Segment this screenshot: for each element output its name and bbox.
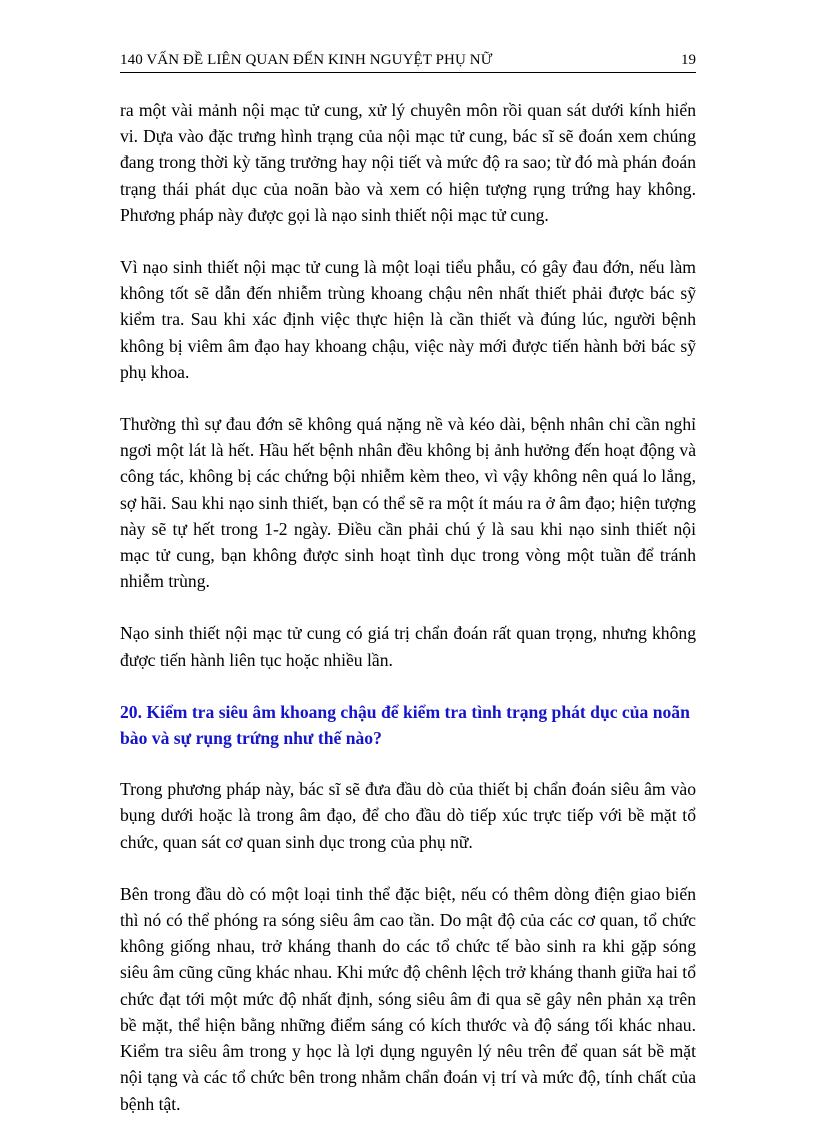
paragraph: Bên trong đầu dò có một loại tinh thể đặc biệt, nếu có thêm dòng điện giao biến thì nó có thể phóng ra sóng siêu âm cao tần. Do mật độ của các cơ quan, tổ chức không giống nhau, trở kháng thanh do các tổ chức tế bào sinh ra khi gặp sóng siêu âm cũng cũng khác nhau. Khi mức độ chênh lệch trở kháng thanh giữa hai tổ chức đạt tới một mức độ nhất định, sóng siêu âm đi qua sẽ gây nên phản xạ trên bề mặt, thể hiện bằng những điểm sáng có kích thước và độ sáng tối khác nhau. Kiểm tra siêu âm trong y học là lợi dụng nguyên lý nêu trên để quan sát bề mặt nội tạng và các tổ chức bên trong nhằm chẩn đoán vị trí và mức độ, tính chất của bệnh tật. xyxy=(120,883,696,1114)
page-number: 19 xyxy=(681,52,696,68)
paragraph: Vì nạo sinh thiết nội mạc tử cung là một loại tiểu phẫu, có gây đau đớn, nếu làm không tốt sẽ dẫn đến nhiễm trùng khoang chậu nên nhất thiết phải được bác sỹ kiểm tra. Sau khi xác định việc thực hiện là cần thiết và đúng lúc, người bệnh không bị viêm âm đạo hay khoang chậu, việc này mới được tiến hành bởi bác sỹ phụ khoa. xyxy=(120,257,696,382)
paragraph: ra một vài mảnh nội mạc tử cung, xử lý chuyên môn rồi quan sát dưới kính hiển vi. Dựa vào đặc trưng hình trạng của nội mạc tử cung, bác sĩ sẽ đoán xem chúng đang trong thời kỳ tăng trưởng hay nội tiết và mức độ ra sao; từ đó mà phán đoán trạng thái phát dục của noãn bào và xem có hiện tượng rụng trứng hay không. Phương pháp này được gọi là nạo sinh thiết nội mạc tử cung. xyxy=(120,100,696,225)
paragraph: Thường thì sự đau đớn sẽ không quá nặng nề và kéo dài, bệnh nhân chỉ cần nghỉ ngơi một lát là hết. Hầu hết bệnh nhân đều không bị ảnh hưởng đến hoạt động và công tác, không bị các chứng bội nhiễm kèm theo, vì vậy không nên quá lo lắng, sợ hãi. Sau khi nạo sinh thiết, bạn có thể sẽ ra một ít máu ra ở âm đạo; hiện tượng này sẽ tự hết trong 1-2 ngày. Điều cần phải chú ý là sau khi nạo sinh thiết nội mạc tử cung, bạn không được sinh hoạt tình dục trong vòng một tuần để tránh nhiễm trùng. xyxy=(120,414,696,592)
book-title: 140 VẤN ĐỀ LIÊN QUAN ĐẾN KINH NGUYỆT PHỤ NỮ xyxy=(120,52,493,68)
running-header xyxy=(120,50,696,73)
section-heading: 20. Kiểm tra siêu âm khoang chậu để kiểm tra tình trạng phát dục của noãn bào và sự rụng trứng như thế nào? xyxy=(120,701,690,749)
page-body xyxy=(120,97,696,1143)
paragraph: Nạo sinh thiết nội mạc tử cung có giá trị chẩn đoán rất quan trọng, nhưng không được tiến hành liên tục hoặc nhiều lần. xyxy=(120,623,696,670)
paragraph: Trong phương pháp này, bác sĩ sẽ đưa đầu dò của thiết bị chẩn đoán siêu âm vào bụng dưới hoặc là trong âm đạo, để cho đầu dò tiếp xúc trực tiếp với bề mặt tổ chức, quan sát cơ quan sinh dục trong của phụ nữ. xyxy=(120,779,696,852)
